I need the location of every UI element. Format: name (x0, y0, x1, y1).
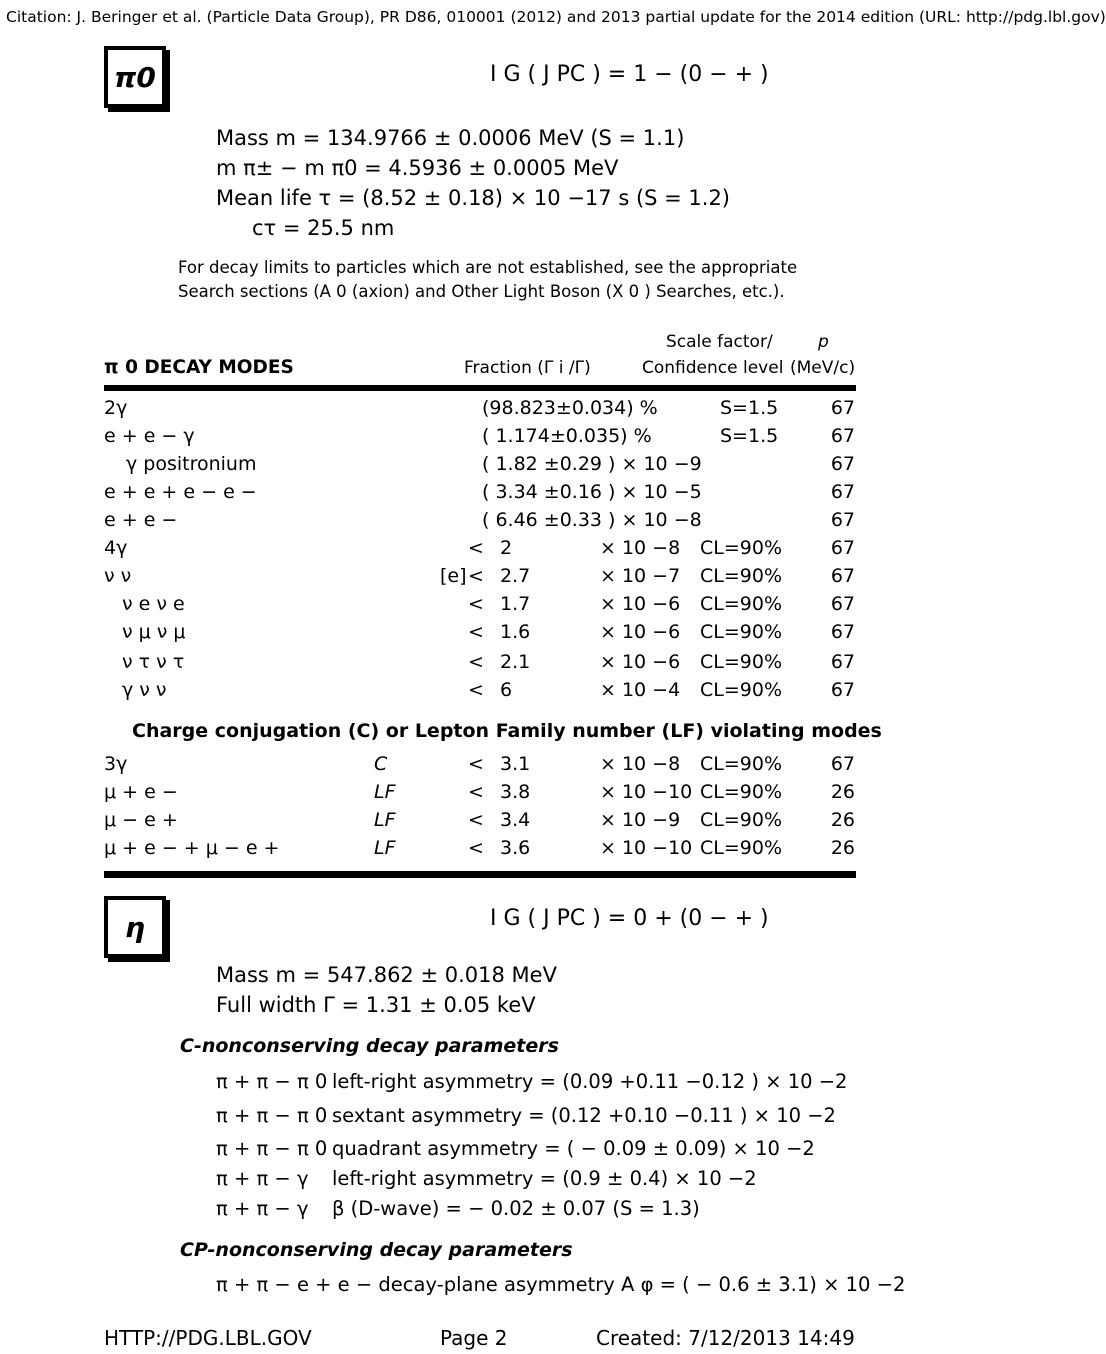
decay-mode: e + e − γ (104, 425, 195, 447)
momentum: 67 (830, 397, 855, 419)
param-row (216, 1197, 700, 1220)
momentum: 67 (830, 537, 855, 559)
parameter-value: left-right asymmetry = (0.09 +0.11 −0.12 ) × 10 −2 (332, 1070, 848, 1093)
violation-type: C (374, 753, 388, 775)
limit-sign: < (468, 651, 484, 673)
momentum: 67 (830, 593, 855, 615)
power-of-ten: × 10 −8 (600, 537, 681, 559)
parameter-value: β (D-wave) = − 0.02 ± 0.07 (S = 1.3) (332, 1197, 700, 1220)
power-of-ten: × 10 −10 (600, 837, 693, 859)
power-of-ten: × 10 −4 (600, 679, 681, 701)
momentum: 67 (830, 651, 855, 673)
momentum: 67 (830, 453, 855, 475)
decay-mode: 4γ (104, 537, 128, 559)
param-row (216, 1104, 836, 1127)
scale-factor: S=1.5 (720, 425, 779, 447)
limit-sign: < (468, 837, 484, 859)
decay-mode: ν ν (104, 565, 132, 587)
cp-nonconserving-title: CP-nonconserving decay parameters (180, 1239, 573, 1261)
limit-sign: < (468, 621, 484, 643)
p-header: p (818, 332, 829, 352)
decay-mode: ν e ν e (122, 593, 185, 615)
limit-sign: < (468, 679, 484, 701)
eta-symbol-box (104, 896, 166, 958)
power-of-ten: × 10 −6 (600, 593, 681, 615)
fraction-value: (98.823±0.034) % (482, 397, 658, 419)
momentum: 67 (830, 679, 855, 701)
decay-modes-title: π 0 DECAY MODES (104, 357, 294, 378)
parameter-value: left-right asymmetry = (0.9 ± 0.4) × 10 −2 (332, 1167, 757, 1190)
table-row (0, 565, 960, 593)
pi0-note-line1: For decay limits to particles which are not established, see the appropriate (178, 258, 798, 277)
table-row (0, 651, 960, 679)
eta-width: Full width Γ = 1.31 ± 0.05 keV (216, 993, 536, 1017)
param-row (216, 1167, 757, 1190)
pi0-symbol: π0 (114, 60, 156, 94)
decay-mode: μ − e + (104, 809, 178, 831)
footnote-mark: [e] (440, 565, 467, 587)
table-row (0, 481, 960, 509)
limit-sign: < (468, 809, 484, 831)
fraction-value: ( 6.46 ±0.33 ) × 10 −8 (482, 509, 702, 531)
fraction-value: 2.7 (500, 565, 531, 587)
table-header-rule (104, 385, 856, 391)
table-row (0, 837, 960, 865)
pi0-mass: Mass m = 134.9766 ± 0.0006 MeV (S = 1.1) (216, 126, 685, 150)
power-of-ten: × 10 −10 (600, 781, 693, 803)
fraction-value: 2.1 (500, 651, 531, 673)
fraction-value: 6 (500, 679, 513, 701)
fraction-value: ( 1.174±0.035) % (482, 425, 652, 447)
momentum: 67 (830, 753, 855, 775)
momentum: 26 (830, 781, 855, 803)
fraction-value: 3.8 (500, 781, 531, 803)
pi0-mean-life: Mean life τ = (8.52 ± 0.18) × 10 −17 s (S = 1.2) (216, 186, 730, 210)
decay-mode: ν τ ν τ (122, 651, 185, 673)
violation-type: LF (374, 837, 396, 859)
confidence-level-header: Confidence level (642, 358, 784, 378)
momentum: 67 (830, 565, 855, 587)
eta-quantum-numbers: I G ( J PC ) = 0 + (0 − + ) (490, 906, 769, 931)
decay-mode: e + e + e − e − (104, 481, 257, 503)
pi0-quantum-numbers: I G ( J PC ) = 1 − (0 − + ) (490, 62, 769, 87)
table-row (0, 425, 960, 453)
limit-sign: < (468, 593, 484, 615)
decay-mode: γ positronium (126, 453, 257, 475)
decay-channel: π + π − γ (216, 1167, 309, 1190)
decay-mode: 3γ (104, 753, 128, 775)
param-row (216, 1137, 815, 1160)
section-divider (104, 871, 856, 878)
confidence-level: CL=90% (700, 679, 783, 701)
scale-factor: S=1.5 (720, 397, 779, 419)
momentum: 67 (830, 481, 855, 503)
table-row (0, 621, 960, 649)
c-nonconserving-title: C-nonconserving decay parameters (180, 1035, 559, 1057)
momentum: 26 (830, 809, 855, 831)
power-of-ten: × 10 −7 (600, 565, 681, 587)
fraction-value: ( 3.34 ±0.16 ) × 10 −5 (482, 481, 702, 503)
decay-channel: π + π − π 0 (216, 1104, 328, 1127)
pi0-note-line2: Search sections (A 0 (axion) and Other Light Boson (X 0 ) Searches, etc.). (178, 282, 785, 301)
decay-channel: π + π − π 0 (216, 1137, 328, 1160)
fraction-value: 3.4 (500, 809, 531, 831)
fraction-header: Fraction (Γ i /Γ) (464, 358, 591, 378)
fraction-value: ( 1.82 ±0.29 ) × 10 −9 (482, 453, 702, 475)
table-row (0, 397, 960, 425)
table-row (0, 537, 960, 565)
confidence-level: CL=90% (700, 781, 783, 803)
decay-channel: π + π − γ (216, 1197, 309, 1220)
table-row (0, 509, 960, 537)
confidence-level: CL=90% (700, 837, 783, 859)
momentum: 67 (830, 425, 855, 447)
limit-sign: < (468, 565, 484, 587)
violation-type: LF (374, 781, 396, 803)
param-row (216, 1273, 905, 1296)
power-of-ten: × 10 −9 (600, 809, 681, 831)
violation-type: LF (374, 809, 396, 831)
decay-mode: e + e − (104, 509, 178, 531)
decay-mode: ν μ ν μ (122, 621, 186, 643)
pi0-symbol-box (104, 46, 166, 108)
fraction-value: 1.7 (500, 593, 531, 615)
limit-sign: < (468, 753, 484, 775)
fraction-value: 1.6 (500, 621, 531, 643)
footer-url: HTTP://PDG.LBL.GOV (104, 1326, 312, 1350)
parameter-value: sextant asymmetry = (0.12 +0.10 −0.11 ) × 10 −2 (332, 1104, 836, 1127)
decay-channel: π + π − π 0 (216, 1070, 328, 1093)
limit-sign: < (468, 781, 484, 803)
footer-created: Created: 7/12/2013 14:49 (596, 1326, 855, 1350)
param-row (216, 1070, 848, 1093)
confidence-level: CL=90% (700, 651, 783, 673)
decay-mode: μ + e − + μ − e + (104, 837, 280, 859)
power-of-ten: × 10 −8 (600, 753, 681, 775)
eta-symbol: η (125, 910, 145, 944)
cc-violating-title: Charge conjugation (C) or Lepton Family number (LF) violating modes (132, 720, 882, 742)
momentum: 67 (830, 509, 855, 531)
parameter-value: quadrant asymmetry = ( − 0.09 ± 0.09) × 10 −2 (332, 1137, 815, 1160)
citation-header: Citation: J. Beringer et al. (Particle Data Group), PR D86, 010001 (2012) and 2013 partial update for the 2014 edition (URL: http://pdg.lbl.gov) (6, 8, 1106, 26)
decay-mode: 2γ (104, 397, 128, 419)
momentum-unit-header: (MeV/c) (790, 358, 856, 378)
parameter-value: π + π − e + e − decay-plane asymmetry A φ = ( − 0.6 ± 3.1) × 10 −2 (216, 1273, 906, 1296)
footer-page: Page 2 (440, 1326, 508, 1350)
limit-sign: < (468, 537, 484, 559)
confidence-level: CL=90% (700, 565, 783, 587)
fraction-value: 3.1 (500, 753, 531, 775)
table-row (0, 809, 960, 837)
table-row (0, 753, 960, 781)
confidence-level: CL=90% (700, 593, 783, 615)
table-row (0, 593, 960, 621)
confidence-level: CL=90% (700, 621, 783, 643)
decay-mode: γ ν ν (122, 679, 167, 701)
fraction-value: 3.6 (500, 837, 531, 859)
power-of-ten: × 10 −6 (600, 621, 681, 643)
power-of-ten: × 10 −6 (600, 651, 681, 673)
table-row (0, 453, 960, 481)
scale-factor-header: Scale factor/ (666, 332, 773, 352)
decay-mode: μ + e − (104, 781, 178, 803)
confidence-level: CL=90% (700, 537, 783, 559)
momentum: 26 (830, 837, 855, 859)
confidence-level: CL=90% (700, 753, 783, 775)
eta-mass: Mass m = 547.862 ± 0.018 MeV (216, 963, 557, 987)
pi0-mass-diff: m π± − m π0 = 4.5936 ± 0.0005 MeV (216, 156, 619, 180)
fraction-value: 2 (500, 537, 513, 559)
table-row (0, 781, 960, 809)
pi0-ctau: cτ = 25.5 nm (252, 216, 395, 240)
momentum: 67 (830, 621, 855, 643)
table-row (0, 679, 960, 707)
confidence-level: CL=90% (700, 809, 783, 831)
